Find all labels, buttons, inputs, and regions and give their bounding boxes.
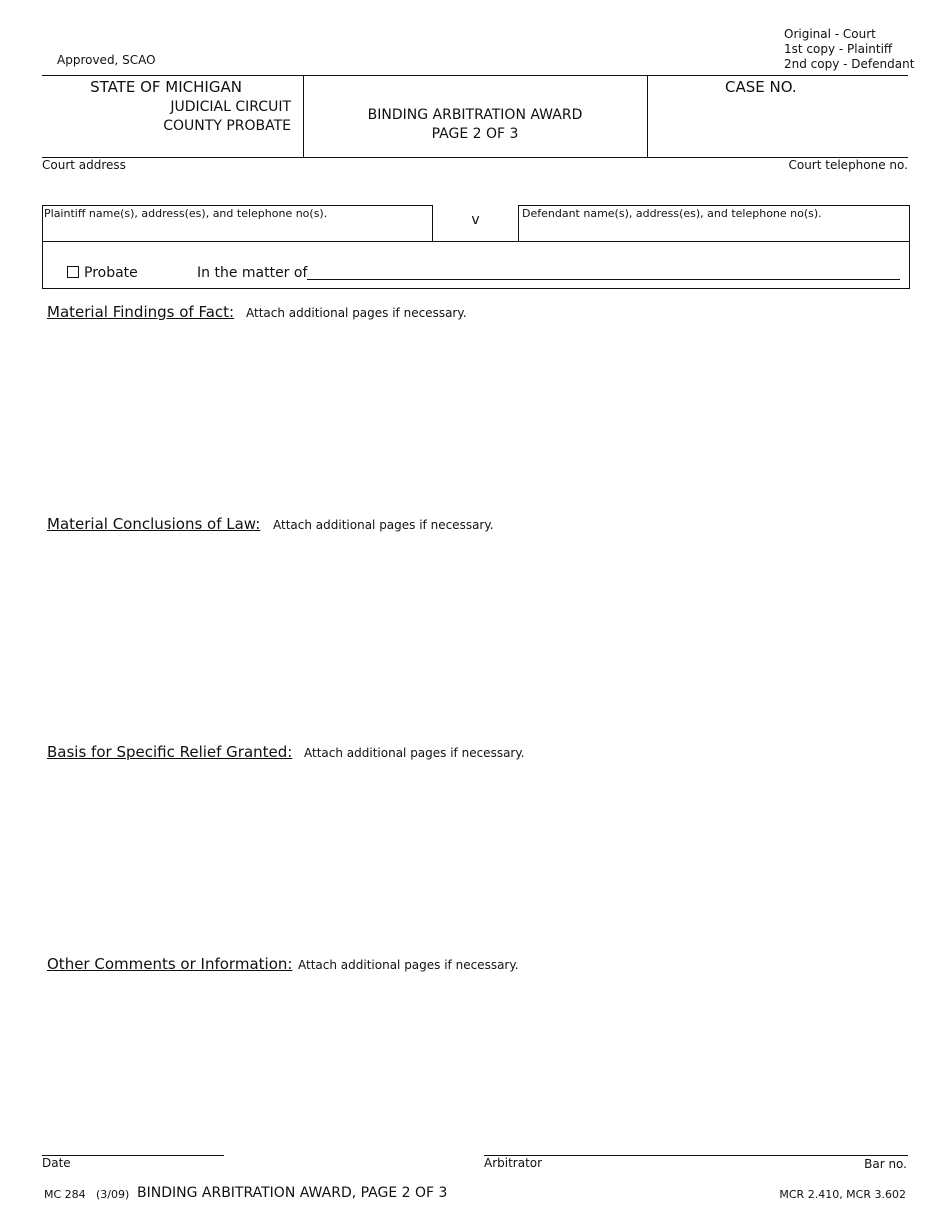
form-revision: (3/09) [96, 1188, 130, 1201]
distribution-item: 1st copy - Plaintiff [784, 42, 893, 56]
section-note: Attach additional pages if necessary. [273, 518, 494, 532]
versus-label: v [471, 212, 480, 228]
section-title: Basis for Specific Relief Granted: [47, 743, 293, 761]
court-type-circuit: JUDICIAL CIRCUIT [170, 99, 291, 115]
section-title: Material Conclusions of Law: [47, 515, 261, 533]
matter-label: In the matter of [197, 265, 308, 281]
form-title: BINDING ARBITRATION AWARD [367, 107, 583, 123]
probate-checkbox[interactable] [67, 266, 79, 278]
date-label: Date [42, 1156, 71, 1170]
section-note: Attach additional pages if necessary. [246, 306, 467, 320]
arbitrator-label: Arbitrator [484, 1156, 543, 1170]
form-id: MC 284 [44, 1188, 86, 1201]
probate-label: Probate [84, 265, 138, 281]
plaintiff-box[interactable] [42, 205, 433, 242]
relief-text-area[interactable] [42, 765, 908, 945]
section-title: Other Comments or Information: [47, 955, 293, 973]
defendant-box[interactable] [518, 205, 910, 242]
findings-text-area[interactable] [42, 325, 908, 505]
section-title: Material Findings of Fact: [47, 303, 235, 321]
footer-title: BINDING ARBITRATION AWARD, PAGE 2 OF 3 [137, 1185, 448, 1201]
approval-note: Approved, SCAO [57, 53, 156, 67]
bar-number-label: Bar no. [864, 1157, 907, 1171]
header-divider-right [647, 75, 648, 157]
probate-matter-box [42, 241, 910, 289]
section-note: Attach additional pages if necessary. [304, 746, 525, 760]
court-rules: MCR 2.410, MCR 3.602 [779, 1188, 906, 1201]
defendant-label: Defendant name(s), address(es), and telephone no(s). [522, 207, 822, 220]
header-top-rule [42, 75, 908, 76]
form-page-indicator: PAGE 2 OF 3 [431, 126, 519, 142]
distribution-item: Original - Court [784, 27, 876, 41]
section-note: Attach additional pages if necessary. [298, 958, 519, 972]
state-name: STATE OF MICHIGAN [90, 78, 242, 96]
plaintiff-label: Plaintiff name(s), address(es), and telephone no(s). [44, 207, 328, 220]
matter-input-line[interactable] [307, 279, 900, 280]
arbitrator-signature-line[interactable] [484, 1155, 908, 1156]
case-number-label: CASE NO. [725, 78, 797, 96]
comments-text-area[interactable] [42, 977, 908, 1142]
conclusions-text-area[interactable] [42, 537, 908, 732]
distribution-item: 2nd copy - Defendant [784, 57, 915, 71]
court-address-label: Court address [42, 158, 126, 172]
distribution-list [784, 27, 914, 72]
court-telephone-label: Court telephone no. [788, 158, 908, 172]
court-type-probate: COUNTY PROBATE [163, 118, 291, 134]
